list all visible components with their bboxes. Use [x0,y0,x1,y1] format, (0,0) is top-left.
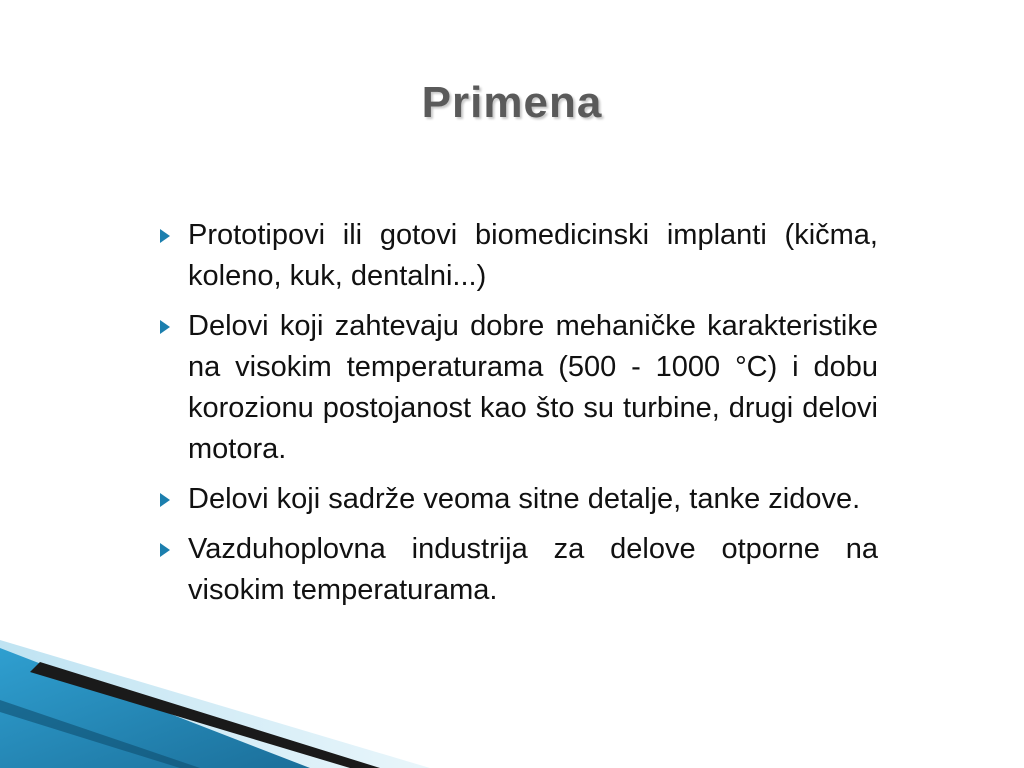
corner-light-stripe [0,640,430,768]
triangle-bullet-icon [160,543,170,557]
bullet-text: Delovi koji zahtevaju dobre mehaničke karakteristike na visokim temperaturama (500 - 1000 °C) i dobu korozionu postojanost kao što su turbine, drugi delovi motora. [188,310,878,465]
corner-blue-shape [0,648,310,768]
bullet-text: Vazduhoplovna industrija za delove otporne na visokim temperaturama. [188,533,878,606]
bullet-text: Delovi koji sadrže veoma sitne detalje, tanke zidove. [188,483,861,515]
bullet-item [160,529,878,611]
triangle-bullet-icon [160,229,170,243]
triangle-bullet-icon [160,493,170,507]
corner-dark-stripe [30,662,380,768]
bullet-item [160,215,878,297]
corner-dark-stripe-thin [0,700,200,768]
slide-title: Primena [421,78,603,127]
bullet-item [160,479,878,520]
bullet-item [160,306,878,470]
bullet-text: Prototipovi ili gotovi biomedicinski implanti (kičma, koleno, kuk, dentalni...) [188,219,878,292]
bullet-list [160,215,878,620]
triangle-bullet-icon [160,320,170,334]
